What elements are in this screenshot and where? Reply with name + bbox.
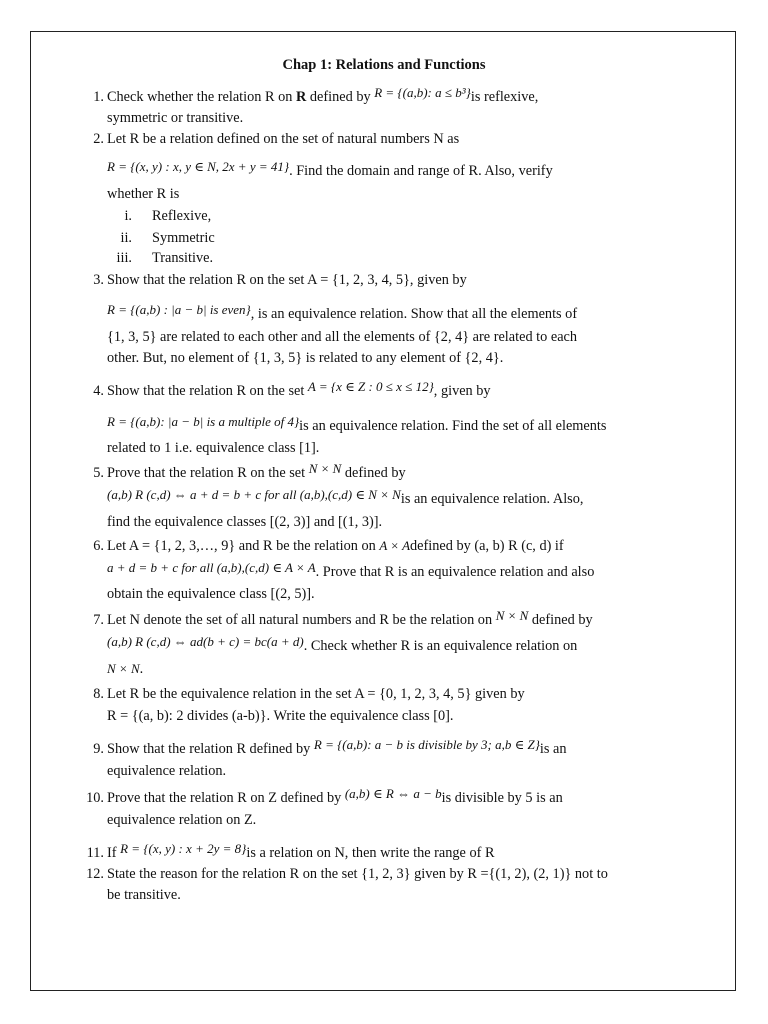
math-expression: N × N (107, 661, 140, 676)
math-expression: R = {(a,b) : |a − b| is even} (107, 302, 251, 317)
math-expression: R = {(a,b): |a − b| is a multiple of 4} (107, 414, 300, 429)
math-expression: (a,b) ∈ R ⇔ a − b (344, 786, 442, 801)
math-expression: (a,b) R (c,d) ⇔ a + d = b + c for all (a,b),(c,d) ∈ N × N (107, 487, 401, 502)
question-number: 1. (93, 89, 104, 105)
math-expression: R = {(a,b): a − b is divisible by 3; a,b ∈ Z} (313, 737, 540, 752)
math-expression: R = {(x, y) : x + 2y = 8} (120, 841, 247, 856)
page-title: Chap 1: Relations and Functions (282, 57, 486, 73)
math-expression: N × N (495, 608, 529, 623)
math-expression: A = {x ∈ Z : 0 ≤ x ≤ 12} (307, 379, 434, 394)
math-expression: A × A (379, 538, 411, 553)
math-expression: a + d = b + c for all (a,b),(c,d) ∈ A × A (107, 560, 316, 575)
math-expression: R = {(a,b): a ≤ b³} (374, 85, 471, 100)
math-expression: (a,b) R (c,d) ⇔ ad(b + c) = bc(a + d) (107, 634, 304, 649)
math-expression: R = {(x, y) : x, y ∈ N, 2x + y = 41} (107, 159, 290, 174)
math-expression: N × N (308, 461, 342, 476)
